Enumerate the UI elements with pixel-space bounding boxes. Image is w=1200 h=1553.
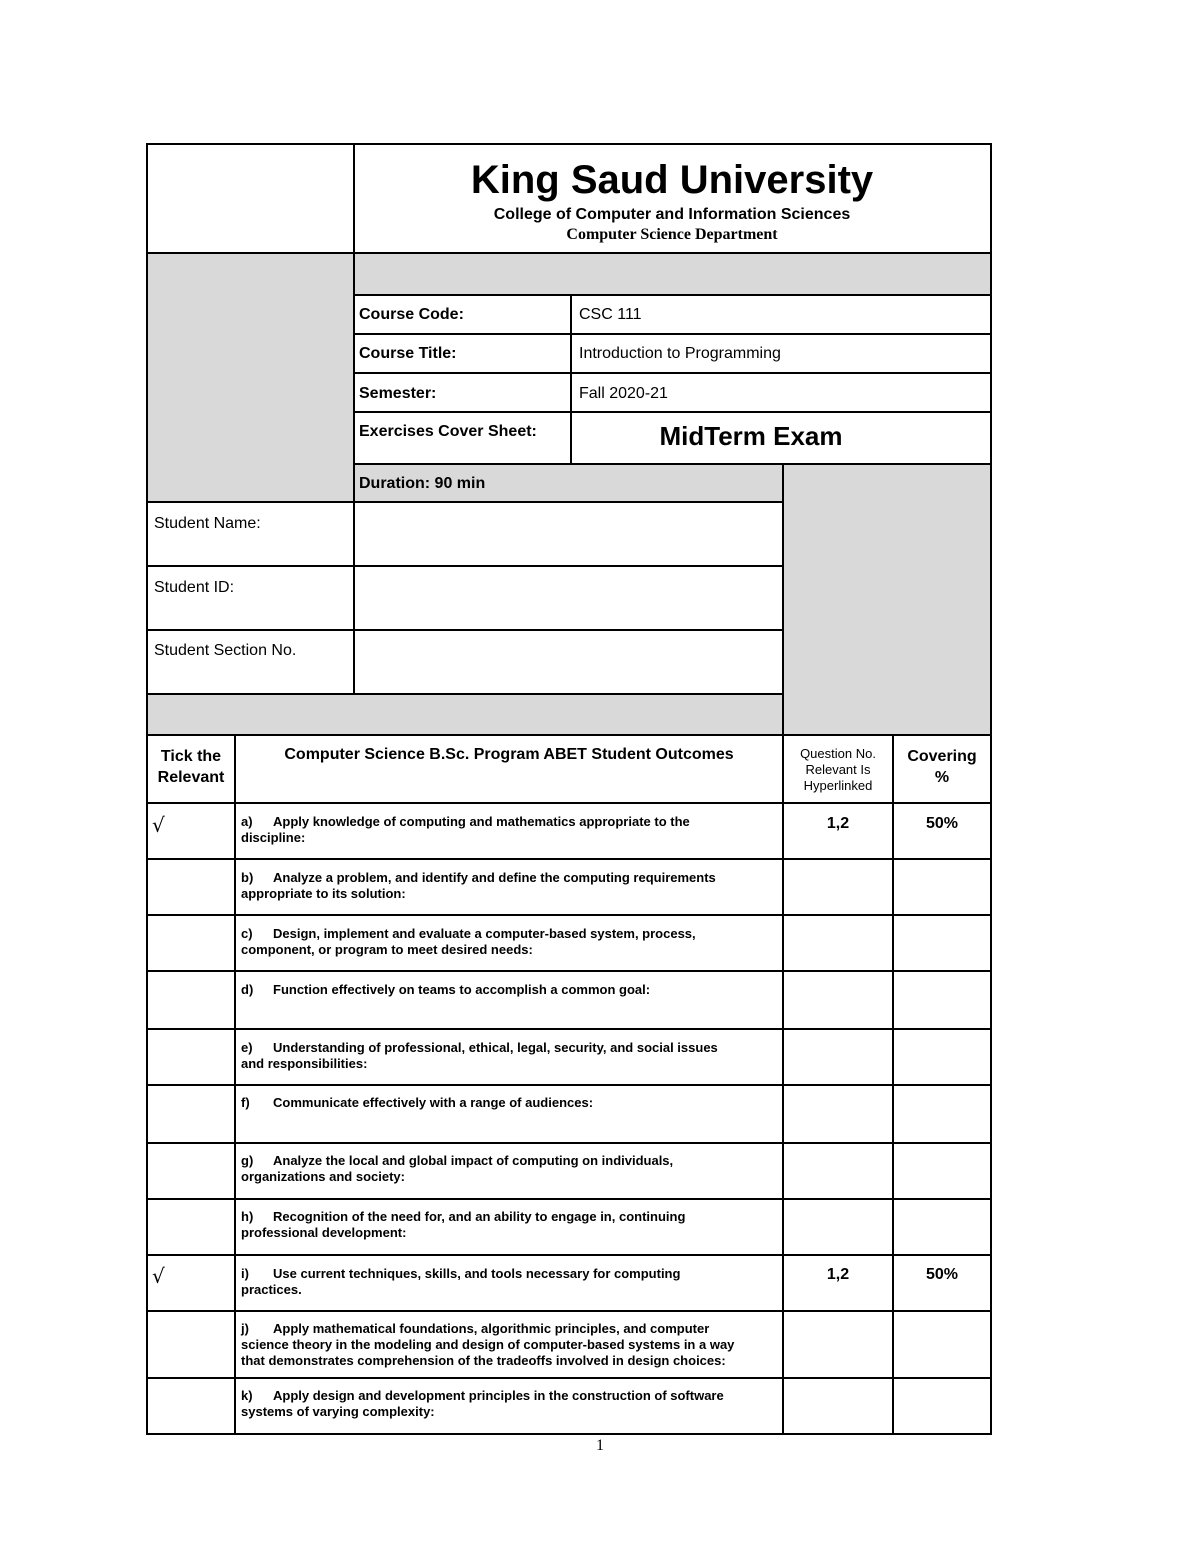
- col-outcomes-header: Computer Science B.Sc. Program ABET Student Outcomes: [284, 746, 734, 763]
- covering-percent: 50%: [925, 1266, 959, 1283]
- gray-block-bottom: [148, 694, 783, 735]
- student-name-label: Student Name:: [154, 515, 261, 532]
- col-covering-header: Covering %: [907, 748, 977, 786]
- gray-block-right: [783, 465, 990, 735]
- covering-percent: 50%: [925, 815, 959, 832]
- semester-value: Fall 2020-21: [579, 385, 668, 402]
- tick-mark[interactable]: √: [152, 1264, 165, 1288]
- outcome-item: a) Apply knowledge of computing and mathematics appropriate to the discipline:: [241, 814, 690, 845]
- student-id-field[interactable]: [355, 567, 782, 629]
- page-number: 1: [596, 1437, 604, 1454]
- student-section-field[interactable]: [355, 631, 782, 693]
- student-id-label: Student ID:: [154, 579, 235, 596]
- outcome-item: g) Analyze the local and global impact of computing on individuals, organizations and society:: [241, 1153, 674, 1184]
- semester-label: Semester:: [359, 385, 437, 402]
- department-name: Computer Science Department: [566, 226, 778, 243]
- course-title-value: Introduction to Programming: [579, 345, 781, 362]
- outcome-item: j) Apply mathematical foundations, algorithmic principles, and computer science theory in the modeling and design of computer-based systems in a way that demonstrates comprehension of the tradeoffs involved in design choices:: [241, 1321, 735, 1368]
- college-name: College of Computer and Information Sciences: [493, 206, 851, 223]
- outcome-item: d) Function effectively on teams to accomplish a common goal:: [241, 982, 651, 997]
- outcome-item: e) Understanding of professional, ethical, legal, security, and social issues and responsibilities:: [241, 1040, 718, 1071]
- tick-mark[interactable]: √: [152, 813, 165, 837]
- university-title: King Saud University: [470, 158, 874, 202]
- course-code-value: CSC 111: [579, 306, 642, 323]
- exam-title: MidTerm Exam: [659, 421, 843, 451]
- gray-block-left: [148, 254, 354, 502]
- student-name-field[interactable]: [355, 503, 782, 565]
- col-question-header: Question No. Relevant Is Hyperlinked: [800, 746, 876, 793]
- outcome-item: c) Design, implement and evaluate a computer-based system, process, component, or program to meet desired needs:: [241, 926, 696, 957]
- gray-block-top: [354, 254, 990, 295]
- course-title-label: Course Title:: [359, 345, 457, 362]
- duration-text: Duration: 90 min: [359, 475, 486, 492]
- outcome-item: b) Analyze a problem, and identify and define the computing requirements appropriate to its solution:: [241, 870, 716, 901]
- question-no[interactable]: 1,2: [826, 1266, 850, 1283]
- question-no[interactable]: 1,2: [826, 815, 850, 832]
- outcome-item: i) Use current techniques, skills, and tools necessary for computing practices.: [241, 1266, 681, 1297]
- outcome-item: f) Communicate effectively with a range of audiences:: [241, 1095, 594, 1110]
- sheet-label: Exercises Cover Sheet:: [359, 423, 537, 440]
- course-code-label: Course Code:: [359, 306, 464, 323]
- outcome-item: k) Apply design and development principles in the construction of software systems of varying complexity:: [241, 1388, 724, 1419]
- col-tick-header: Tick the Relevant: [157, 748, 225, 786]
- student-section-label: Student Section No.: [154, 642, 297, 659]
- outcome-item: h) Recognition of the need for, and an ability to engage in, continuing professional development:: [241, 1209, 686, 1240]
